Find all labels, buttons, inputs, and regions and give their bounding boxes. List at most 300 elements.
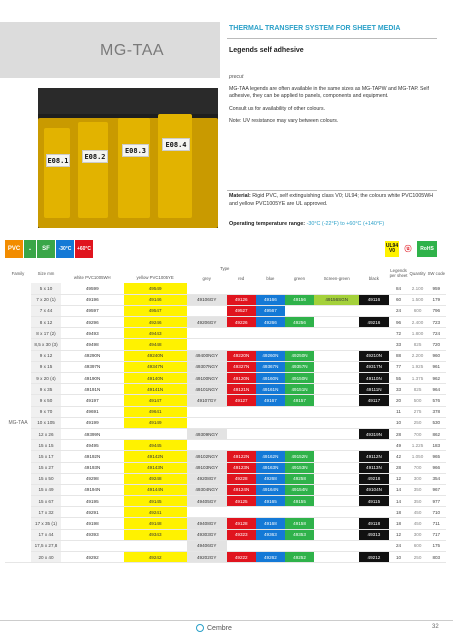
code-cell-gy <box>314 395 359 406</box>
code-cell-rd: 49527 <box>227 305 256 316</box>
code-cell-rd <box>227 328 256 339</box>
code-cell-yl <box>124 540 187 551</box>
code-cell-wh: 49397N <box>61 361 124 372</box>
qty-cell: 450 <box>409 518 427 529</box>
size-cell: 20 x 40 <box>31 552 61 563</box>
qty-cell: 2.200 <box>409 350 427 361</box>
code-cell-bl: 49165 <box>256 496 285 507</box>
lps-cell: 24 <box>389 305 409 316</box>
col-screen-green: Screen-green <box>323 275 350 281</box>
code-cell-bk <box>359 283 388 294</box>
code-cell-gr <box>187 328 227 339</box>
code-cell-gn <box>285 305 314 316</box>
code-cell-wh: 49199 <box>61 417 124 428</box>
code-cell-wh: 49597 <box>61 305 124 316</box>
code-cell-gy <box>314 373 359 384</box>
code-cell-bk: 49116 <box>359 294 388 305</box>
code-cell-wh: 49195 <box>61 496 124 507</box>
lps-cell: 96 <box>389 317 409 328</box>
code-cell-gy <box>314 305 359 316</box>
flame-icon: ▲ <box>24 240 36 258</box>
code-cell-bk: 49112N <box>359 451 388 462</box>
size-cell: 9 x 15 <box>31 361 61 372</box>
table-row <box>5 529 446 540</box>
code-cell-gr <box>187 305 227 316</box>
code-cell-gr: 49309NGY <box>187 428 227 439</box>
code-cell-bk: 49317N <box>359 361 388 372</box>
code-cell-wh: 49393 <box>61 529 124 540</box>
size-cell: 17 x 44 <box>31 529 61 540</box>
col-size: Size mm <box>37 271 55 276</box>
size-cell: 15 x 15 <box>31 440 61 451</box>
code-cell-gy <box>314 417 359 428</box>
sw-cell: 576 <box>427 395 446 406</box>
code-cell-yl: 49246 <box>124 317 187 328</box>
code-cell-gr: 49400NGY <box>187 350 227 361</box>
code-cell-rd: 49121N <box>227 384 256 395</box>
qty-cell: 600 <box>409 305 427 316</box>
col-family: Family <box>11 271 25 276</box>
code-cell-rd <box>227 406 256 417</box>
ul94-label: UL94 <box>385 243 399 249</box>
qty-cell: 825 <box>409 339 427 350</box>
photo-label: E08.2 <box>82 150 108 163</box>
code-cell-rd: 49122N <box>227 451 256 462</box>
size-cell: 7 x 44 <box>31 305 61 316</box>
code-cell-bk <box>359 507 388 518</box>
code-cell-gn: 49256 <box>285 317 314 328</box>
code-cell-rd: 49327N <box>227 361 256 372</box>
code-cell-wh: 49198 <box>61 518 124 529</box>
code-cell-gr <box>187 507 227 518</box>
code-cell-bk: 49216 <box>359 317 388 328</box>
availability-note: Consult us for availability of other colours. <box>229 105 326 112</box>
code-cell-gn: 49150N <box>285 373 314 384</box>
code-cell-rd <box>227 540 256 551</box>
code-cell-bl: 49262 <box>256 552 285 563</box>
description-paragraph: MG-TAA legends are often available in the same sizes as MG-TAPW and MG-TAP. Self adhesive, they can be applied to panels, components and equipment. <box>229 85 429 100</box>
material-text: Rigid PVC, self extinguishing class V0; UL94; the colours white PVC1005WH and yellow PVC1005YE are UL approved. <box>229 193 434 207</box>
qty-cell: 2.400 <box>409 317 427 328</box>
code-cell-wh: 49691 <box>61 406 124 417</box>
sw-cell: 960 <box>427 350 446 361</box>
code-cell-bk: 49313 <box>359 529 388 540</box>
code-cell-gy <box>314 339 359 350</box>
code-cell-yl: 49448 <box>124 339 187 350</box>
code-cell-gn <box>285 406 314 417</box>
code-cell-rd: 49126 <box>227 294 256 305</box>
code-cell-yl: 49347N <box>124 361 187 372</box>
qty-cell: 300 <box>409 473 427 484</box>
terminal-block <box>78 122 108 218</box>
code-cell-gr <box>187 440 227 451</box>
code-cell-wh: 49196 <box>61 294 124 305</box>
table-row <box>5 552 446 563</box>
lps-cell: 18 <box>389 507 409 518</box>
size-cell: 10 x 105 <box>31 417 61 428</box>
v0-label: V0 <box>388 248 396 254</box>
lps-cell: 18 <box>389 518 409 529</box>
qty-cell: 250 <box>409 417 427 428</box>
qty-cell: 825 <box>409 384 427 395</box>
sw-cell: 977 <box>427 496 446 507</box>
lps-cell: 72 <box>389 328 409 339</box>
col-blue: blue <box>266 275 275 281</box>
code-cell-gr: 49206GY <box>187 317 227 328</box>
sw-cell: 966 <box>427 462 446 473</box>
code-cell-rd: 49220N <box>227 350 256 361</box>
material-info <box>229 193 439 209</box>
code-cell-bk: 49104N <box>359 484 388 495</box>
code-cell-gy <box>314 428 359 439</box>
property-icons <box>5 240 93 258</box>
code-cell-rd <box>227 440 256 451</box>
code-cell-gn: 49250N <box>285 350 314 361</box>
code-cell-yl: 49143N <box>124 462 187 473</box>
code-cell-yl: 49147 <box>124 395 187 406</box>
code-cell-gr <box>187 406 227 417</box>
material-label: Material: <box>229 193 251 199</box>
code-cell-gn: 49158 <box>285 518 314 529</box>
code-cell-yl: 49146 <box>124 294 187 305</box>
code-cell-gy <box>314 518 359 529</box>
code-cell-yl: 49141N <box>124 384 187 395</box>
code-cell-gr <box>187 339 227 350</box>
lps-cell: 42 <box>389 451 409 462</box>
sw-cell: 530 <box>427 417 446 428</box>
qty-cell: 600 <box>409 540 427 551</box>
code-cell-bk <box>359 417 388 428</box>
code-cell-bl <box>256 283 285 294</box>
lps-cell: 49 <box>389 440 409 451</box>
section-heading: Legends self adhesive <box>229 47 304 54</box>
code-cell-wh: 49291 <box>61 507 124 518</box>
code-cell-bl: 49164N <box>256 484 285 495</box>
footer-divider <box>0 620 453 621</box>
code-cell-gn <box>285 417 314 428</box>
brand-name: Cembre <box>207 624 232 632</box>
code-cell-gy <box>314 462 359 473</box>
size-cell: 15 x 27 <box>31 462 61 473</box>
code-cell-bl <box>256 507 285 518</box>
code-cell-rd <box>227 507 256 518</box>
table-row <box>5 540 446 551</box>
operating-temperature <box>229 221 384 227</box>
size-cell: 7 x 20 (1) <box>31 294 61 305</box>
code-cell-bk: 49111N <box>359 384 388 395</box>
code-cell-rd: 49125 <box>227 496 256 507</box>
rohs-icon: RoHS <box>417 241 437 257</box>
code-cell-bl <box>256 540 285 551</box>
code-cell-gy <box>314 328 359 339</box>
uv-note: Note: UV resistance may vary between colours. <box>229 118 339 125</box>
product-description <box>229 46 439 131</box>
operating-value: -30°C (-22°F) to +60°C (+140°F) <box>305 221 385 227</box>
size-cell: 9 x 12 <box>31 350 61 361</box>
code-cell-gr <box>187 417 227 428</box>
code-cell-rd <box>227 283 256 294</box>
qty-cell: 1.225 <box>409 440 427 451</box>
code-cell-gy <box>314 552 359 563</box>
lps-cell: 88 <box>389 350 409 361</box>
qty-cell: 700 <box>409 462 427 473</box>
sw-cell: 179 <box>427 294 446 305</box>
terminal-block <box>158 114 192 218</box>
table-row <box>5 518 446 529</box>
code-cell-yl: 49142N <box>124 451 187 462</box>
code-cell-yl: 49140N <box>124 373 187 384</box>
table-row <box>5 406 446 417</box>
qty-cell: 1.925 <box>409 361 427 372</box>
code-cell-yl: 49549 <box>124 283 187 294</box>
size-cell: 9 x 70 <box>31 406 61 417</box>
lps-cell: 60 <box>389 294 409 305</box>
code-cell-bk: 49218 <box>359 473 388 484</box>
code-cell-rd: 49222 <box>227 552 256 563</box>
lps-cell: 55 <box>389 373 409 384</box>
code-cell-yl: 49248 <box>124 473 187 484</box>
code-cell-bk <box>359 339 388 350</box>
code-cell-gy <box>314 384 359 395</box>
code-cell-gn: 49151N <box>285 384 314 395</box>
sw-cell: 711 <box>427 518 446 529</box>
table-row <box>5 294 446 305</box>
col-red: red <box>238 275 245 281</box>
code-cell-gy <box>314 350 359 361</box>
lps-cell: 12 <box>389 473 409 484</box>
col-type: Type <box>220 266 230 271</box>
code-cell-gn: 49154N <box>285 484 314 495</box>
sw-cell: 862 <box>427 428 446 439</box>
material-divider <box>227 190 437 191</box>
code-cell-bl: 49166 <box>256 294 285 305</box>
code-cell-wh: 49191N <box>61 384 124 395</box>
code-cell-bk: 49118 <box>359 518 388 529</box>
code-cell-gy <box>314 484 359 495</box>
section-subtitle: precut <box>229 74 244 81</box>
code-cell-yl: 49149 <box>124 417 187 428</box>
code-cell-gn: 49155 <box>285 496 314 507</box>
code-cell-wh: 49190N <box>61 373 124 384</box>
code-cell-bl: 49260N <box>256 350 285 361</box>
operating-label: Operating temperature range: <box>229 221 306 227</box>
code-cell-gn: 49153N <box>285 462 314 473</box>
qty-cell: 300 <box>409 529 427 540</box>
code-cell-bk: 49117 <box>359 395 388 406</box>
lps-cell: 14 <box>389 496 409 507</box>
hot-temperature-icon: +60°C <box>75 240 93 258</box>
col-white: white PVC1005WH <box>73 274 111 280</box>
table-row <box>5 283 446 294</box>
qty-cell: 450 <box>409 507 427 518</box>
code-cell-gy <box>314 473 359 484</box>
code-cell-gn: 49353 <box>285 529 314 540</box>
code-cell-gr: 49208GY <box>187 473 227 484</box>
code-cell-bl: 49160N <box>256 373 285 384</box>
table-row <box>5 507 446 518</box>
table-row <box>5 451 446 462</box>
size-cell: 9 x 20 (4) <box>31 373 61 384</box>
lps-cell: 20 <box>389 395 409 406</box>
size-cell: 8,5 x 30 (3) <box>31 339 61 350</box>
lps-cell: 28 <box>389 462 409 473</box>
code-cell-bl <box>256 417 285 428</box>
sw-cell: 723 <box>427 317 446 328</box>
code-cell-bk: 49210N <box>359 350 388 361</box>
code-cell-bl: 49168 <box>256 518 285 529</box>
code-cell-gn <box>285 428 314 439</box>
code-cell-gr: 49307NGY <box>187 361 227 372</box>
qty-cell: 500 <box>409 395 427 406</box>
col-legends: Legends per sheet <box>389 267 408 278</box>
size-cell: 8 x 12 <box>31 317 61 328</box>
code-cell-gy <box>314 406 359 417</box>
size-cell: 17 x 32 <box>31 507 61 518</box>
code-cell-wh: 49194N <box>61 484 124 495</box>
code-cell-wh: 49292 <box>61 552 124 563</box>
code-cell-rd: 49127 <box>227 395 256 406</box>
code-cell-bl: 49367N <box>256 361 285 372</box>
code-cell-gy <box>314 361 359 372</box>
code-cell-yl: 49144N <box>124 484 187 495</box>
code-cell-bk <box>359 328 388 339</box>
brand-logo <box>196 624 232 632</box>
pvc-icon: PVC <box>5 240 23 258</box>
size-cell: 17 x 35 (1) <box>31 518 61 529</box>
table-row <box>5 350 446 361</box>
code-cell-rd <box>227 339 256 350</box>
table-body <box>5 283 446 563</box>
qty-cell: 250 <box>409 552 427 563</box>
code-cell-yl: 49145 <box>124 496 187 507</box>
code-cell-gy <box>314 540 359 551</box>
code-cell-bl <box>256 339 285 350</box>
code-cell-yl <box>124 428 187 439</box>
code-cell-bl: 49167 <box>256 395 285 406</box>
table-row <box>5 361 446 372</box>
self-extinguishing-icon: SF <box>37 240 55 258</box>
code-cell-wh <box>61 540 124 551</box>
code-cell-bl <box>256 440 285 451</box>
code-cell-yl: 49641 <box>124 406 187 417</box>
code-cell-gr: 49107GY <box>187 395 227 406</box>
table-row <box>5 462 446 473</box>
product-photo <box>38 88 218 228</box>
code-cell-yl: 49148 <box>124 518 187 529</box>
table-row <box>5 473 446 484</box>
code-cell-yl: 49547 <box>124 305 187 316</box>
sw-cell: 959 <box>427 283 446 294</box>
code-cell-gr: 49202GY <box>187 552 227 563</box>
code-cell-wh: 49495 <box>61 440 124 451</box>
table-row <box>5 373 446 384</box>
lps-cell: 10 <box>389 417 409 428</box>
code-cell-gn <box>285 540 314 551</box>
sw-cell: 720 <box>427 339 446 350</box>
sw-cell: 710 <box>427 507 446 518</box>
code-cell-wh: 49296 <box>61 317 124 328</box>
col-black: black <box>368 275 379 281</box>
lps-cell: 77 <box>389 361 409 372</box>
qty-cell: 700 <box>409 428 427 439</box>
code-cell-gn <box>285 440 314 451</box>
code-cell-bl: 49363 <box>256 529 285 540</box>
code-cell-yl: 49445 <box>124 440 187 451</box>
code-cell-bl <box>256 406 285 417</box>
code-cell-bl: 49567 <box>256 305 285 316</box>
code-cell-rd: 49128 <box>227 518 256 529</box>
lps-cell: 14 <box>389 484 409 495</box>
lps-cell: 24 <box>389 540 409 551</box>
lps-cell: 33 <box>389 339 409 350</box>
code-cell-gn: 49252 <box>285 552 314 563</box>
lps-cell: 84 <box>389 283 409 294</box>
code-cell-wh: 49193N <box>61 462 124 473</box>
code-cell-gn: 49258 <box>285 473 314 484</box>
size-cell: 9 x 35 <box>31 384 61 395</box>
qty-cell: 275 <box>409 406 427 417</box>
table-row <box>5 395 446 406</box>
code-cell-rd <box>227 417 256 428</box>
sw-cell: 175 <box>427 540 446 551</box>
code-cell-bk: 49115 <box>359 496 388 507</box>
qty-cell: 350 <box>409 484 427 495</box>
col-yellow: yellow PVC1005YE <box>136 274 174 280</box>
code-cell-wh: 49192N <box>61 451 124 462</box>
code-cell-gy <box>314 440 359 451</box>
code-cell-gy <box>314 529 359 540</box>
code-cell-bk: 49110N <box>359 373 388 384</box>
cold-temperature-icon: -30°C <box>56 240 74 258</box>
code-cell-bk: 49319N <box>359 428 388 439</box>
code-cell-gy <box>314 507 359 518</box>
code-cell-yl: 49241 <box>124 507 187 518</box>
lps-cell: 33 <box>389 384 409 395</box>
code-cell-yl: 49242 <box>124 552 187 563</box>
sw-cell: 803 <box>427 552 446 563</box>
col-sw-code: SW code <box>427 271 445 276</box>
code-cell-bk: 49212 <box>359 552 388 563</box>
table-row <box>5 339 446 350</box>
table-row <box>5 440 446 451</box>
code-cell-gy <box>314 496 359 507</box>
header-divider <box>227 38 437 39</box>
code-cell-yl: 49240N <box>124 350 187 361</box>
logo-ring-icon <box>196 624 204 632</box>
code-cell-rd: 49123N <box>227 462 256 473</box>
code-cell-gr: 49100NGY <box>187 373 227 384</box>
table-row <box>5 328 446 339</box>
code-cell-gn <box>285 283 314 294</box>
lps-cell: 11 <box>389 406 409 417</box>
col-quantity: Quantity <box>409 271 426 276</box>
code-cell-gr: 49405GY <box>187 496 227 507</box>
code-cell-gn: 49156 <box>285 294 314 305</box>
code-cell-gn: 49157 <box>285 395 314 406</box>
code-cell-gy <box>314 283 359 294</box>
code-cell-bl: 49162N <box>256 451 285 462</box>
code-cell-bk <box>359 406 388 417</box>
page-title: MG-TAA <box>100 42 165 59</box>
sw-cell: 378 <box>427 406 446 417</box>
table-row <box>5 317 446 328</box>
size-cell: 17,5 x 27,8 <box>31 540 61 551</box>
qty-cell: 350 <box>409 496 427 507</box>
code-cell-bl <box>256 428 285 439</box>
code-cell-gy: 49156SGN <box>314 294 359 305</box>
sw-cell: 796 <box>427 305 446 316</box>
code-cell-gn <box>285 328 314 339</box>
